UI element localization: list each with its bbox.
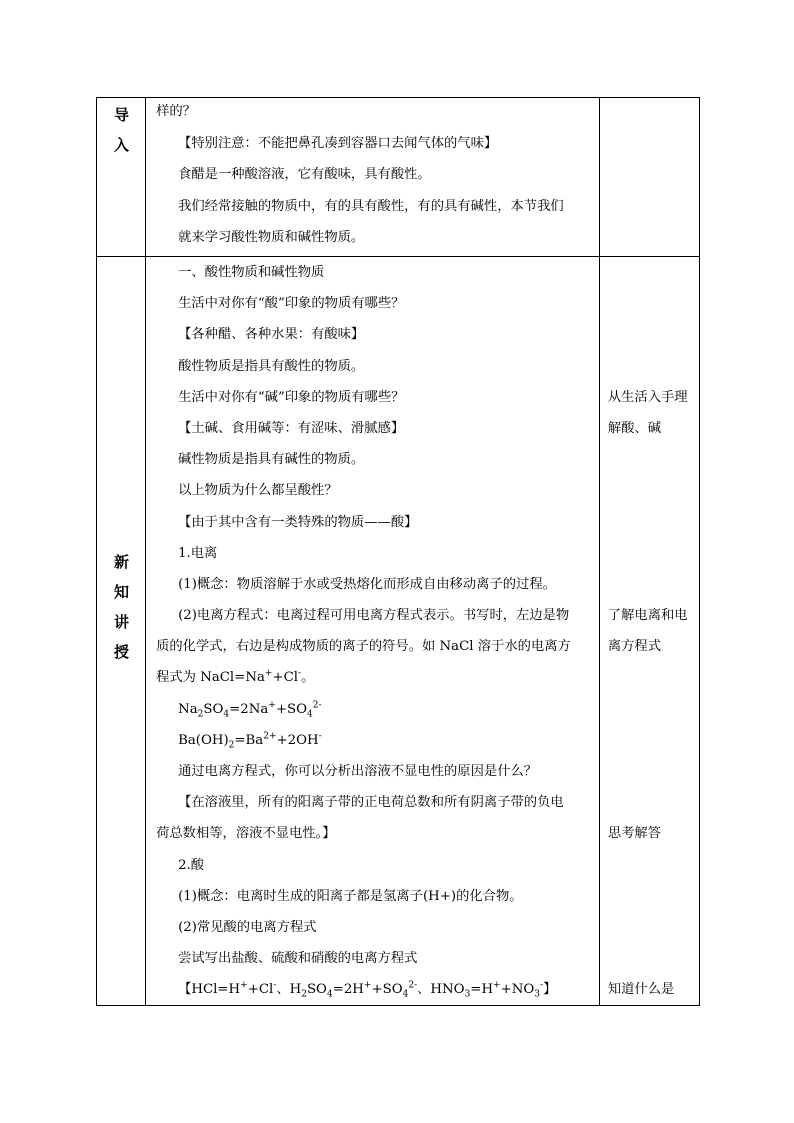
equation-baoh2: $Ba(OH)_2=Ba^{2+}+2OH^-$: [178, 731, 322, 751]
teach-row: [97, 257, 700, 1006]
teach-line: (2)电离方程式：电离过程可用电离方程式表示。书写时，左边是物: [178, 608, 570, 623]
teach-line: 酸性物质是指具有酸性的物质。: [178, 359, 365, 374]
intro-line: 样的？: [156, 104, 196, 119]
note-line: 知道什么是: [607, 982, 675, 997]
note-line: 解酸、碱: [607, 421, 662, 436]
teach-heading: 一、酸性物质和碱性物质: [178, 265, 325, 280]
equation-acids: 【HCl=H++Cl-、$H_2SO_4=2H^++SO_4^{2-}$、$HNO_3=H^++NO_3^-$】: [178, 980, 557, 1000]
teach-line: 【由于其中含有一类特殊的物质——酸】: [178, 515, 418, 530]
teach-label-cell: [97, 257, 146, 1006]
note-line: 从生活入手理: [607, 390, 688, 405]
teach-line: 碱性物质是指具有碱性的物质。: [178, 452, 365, 467]
teach-subheading: 1.电离: [178, 546, 218, 561]
intro-note-cell: [599, 98, 699, 257]
lesson-table: [96, 97, 700, 1006]
intro-line: 【特别注意：不能把鼻孔凑到容器口去闻气体的气味】: [178, 136, 498, 151]
teach-line: 【土碱、食用碱等：有涩味、滑腻感】: [178, 421, 405, 436]
teach-line: (2)常见酸的电离方程式: [178, 920, 317, 935]
teach-line: 【各种醋、各种水果：有酸味】: [178, 327, 365, 342]
note-line: 了解电离和电: [607, 608, 688, 623]
note-line: 思考解答: [607, 826, 662, 841]
teach-line: 尝试写出盐酸、硫酸和硝酸的电离方程式: [178, 951, 418, 966]
teach-label: 新 知 讲 授: [113, 553, 129, 661]
intro-line: 我们经常接触的物质中，有的具有酸性，有的具有碱性，本节我们: [178, 199, 564, 214]
intro-content: [146, 98, 600, 257]
equation-nacl: 程式为 NaCl=Na++Cl-。: [156, 668, 315, 685]
intro-line: 食醋是一种酸溶液，它有酸味，具有酸性。: [178, 167, 431, 182]
teach-content: [146, 257, 600, 1006]
teach-line: (1)概念：物质溶解于水或受热熔化而形成自由移动离子的过程。: [178, 577, 556, 592]
teach-line: 以上物质为什么都呈酸性？: [178, 483, 338, 498]
teach-notes: [599, 257, 699, 1006]
note-line: 离方程式: [607, 639, 662, 654]
teach-line: 通过电离方程式，你可以分析出溶液不显电性的原因是什么？: [178, 764, 538, 779]
teach-line: 质的化学式，右边是构成物质的离子的符号。如 NaCl 溶于水的电离方: [156, 639, 571, 654]
equation-na2so4: $Na_2SO_4=2Na^++SO_4^{2-}$: [178, 700, 322, 720]
teach-line: 生活中对你有“碱”印象的物质有哪些？: [178, 390, 405, 405]
intro-label: 导 入: [113, 106, 129, 154]
intro-line: 就来学习酸性物质和碱性物质。: [178, 230, 365, 245]
teach-line: 【在溶液里，所有的阳离子带的正电荷总数和所有阴离子带的负电: [178, 795, 564, 810]
intro-row: [97, 98, 700, 257]
teach-line: 荷总数相等，溶液不显电性。】: [156, 826, 336, 841]
teach-line: 生活中对你有“酸”印象的物质有哪些？: [178, 296, 405, 311]
teach-line: (1)概念：电离时生成的阳离子都是氢离子(H+)的化合物。: [178, 889, 523, 904]
teach-subheading: 2.酸: [178, 858, 205, 873]
intro-label-cell: [97, 98, 146, 257]
